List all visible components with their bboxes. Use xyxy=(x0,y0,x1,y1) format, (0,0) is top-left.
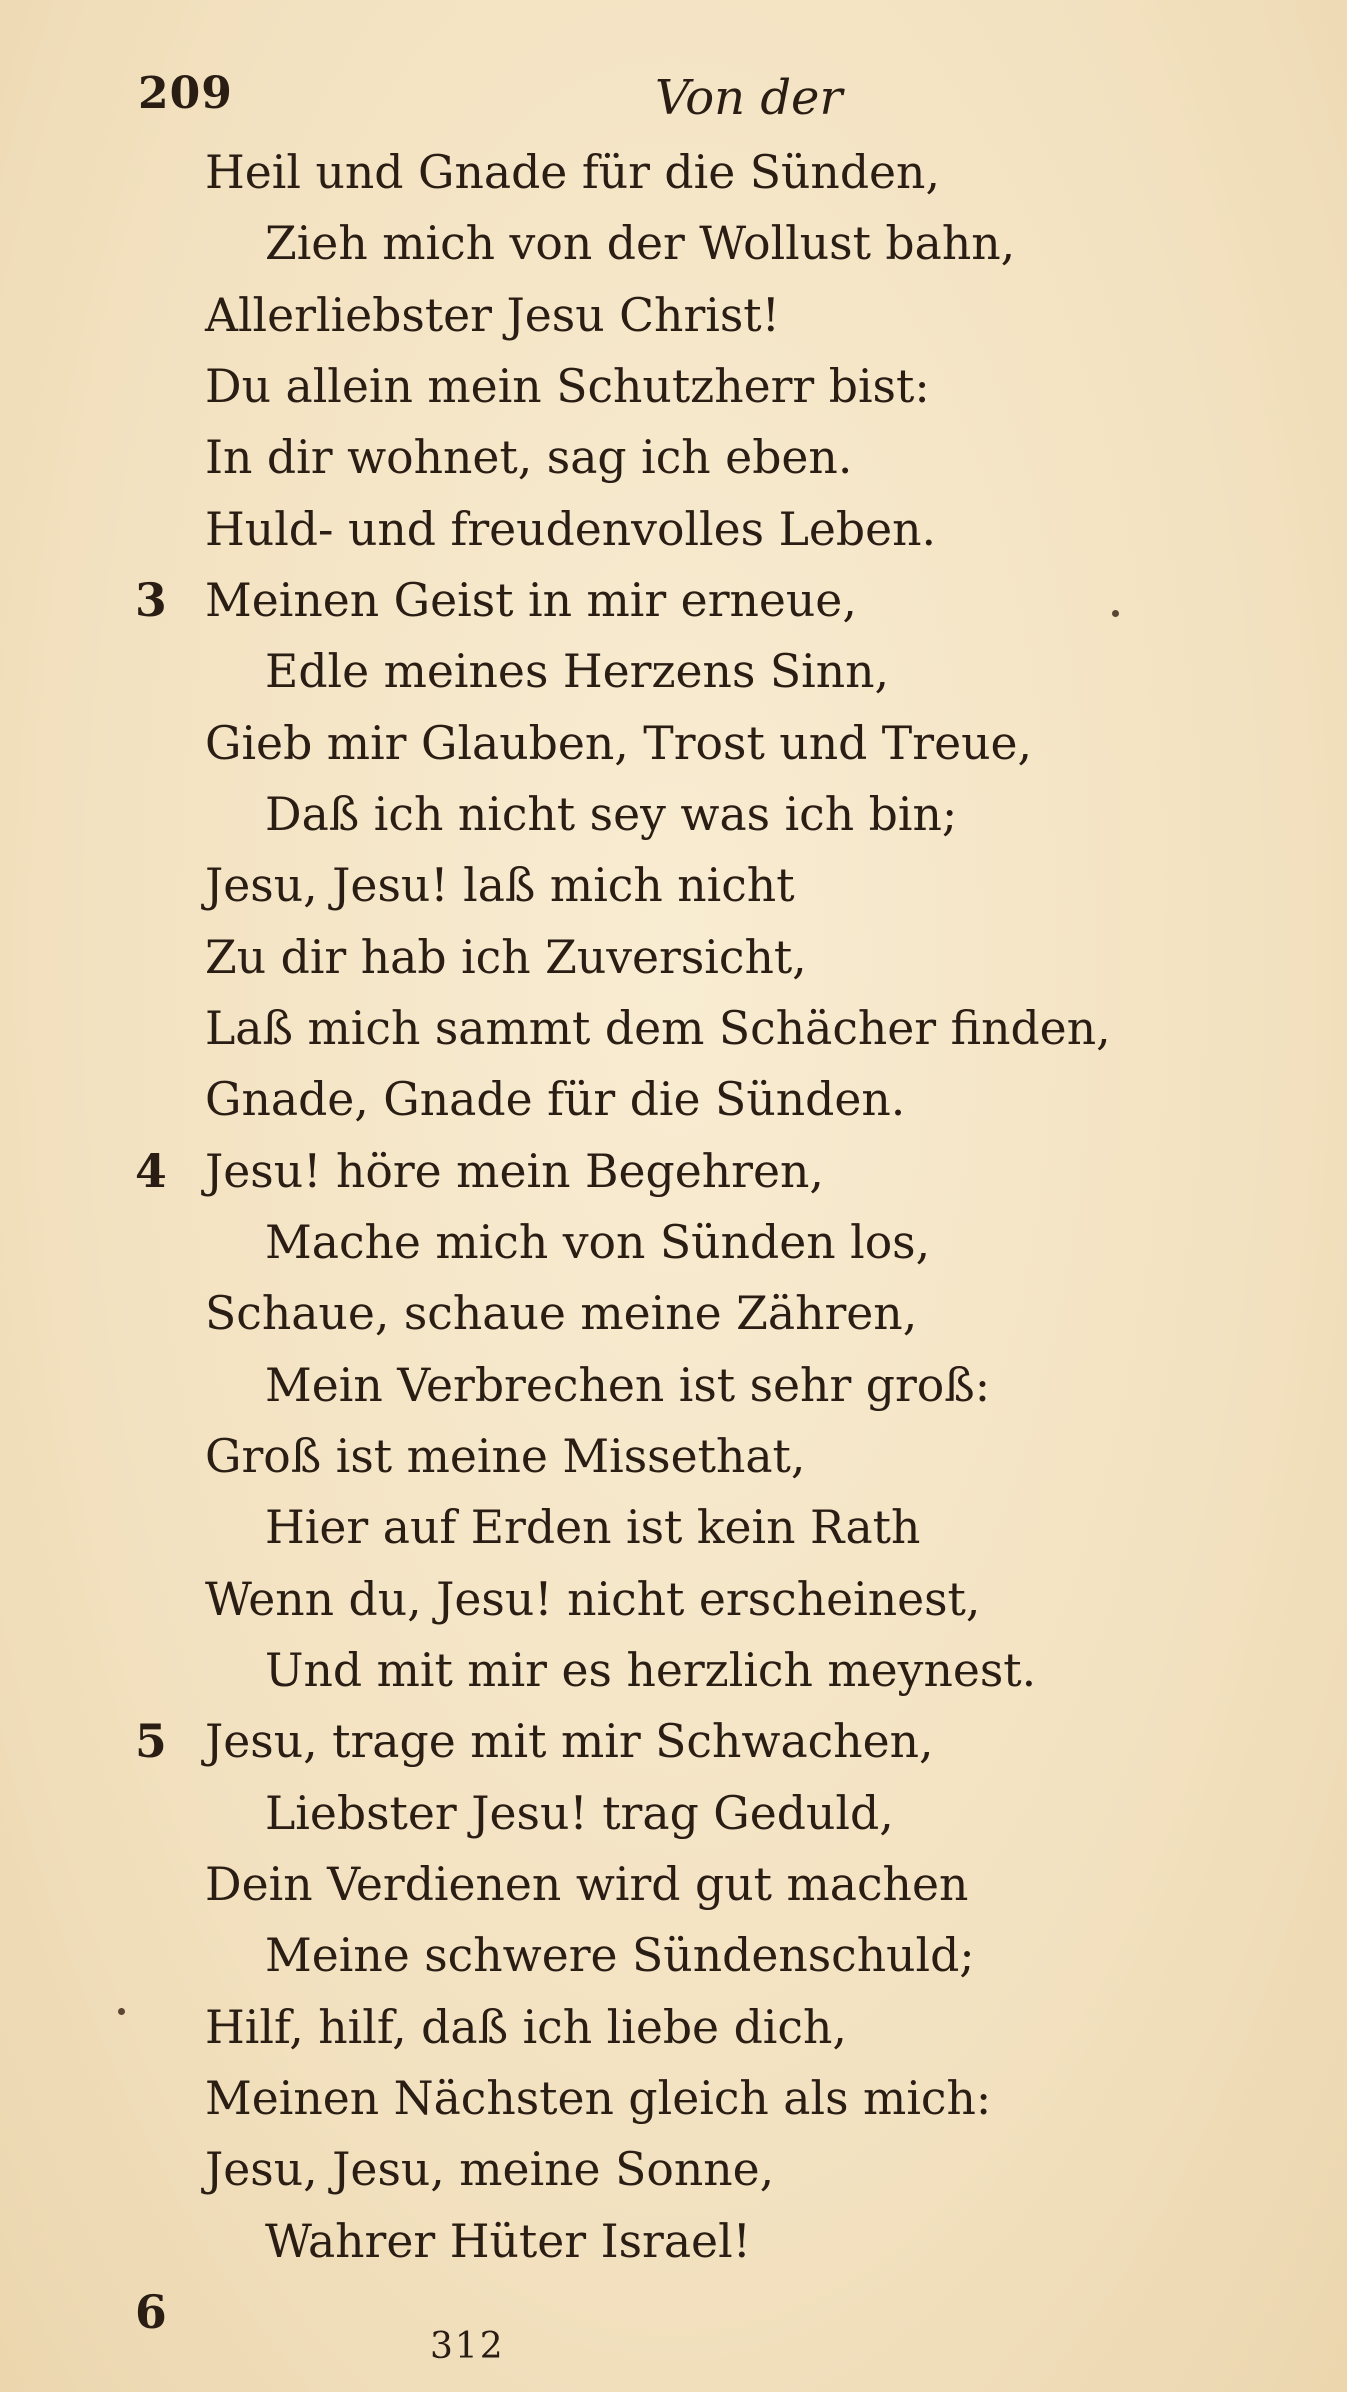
verse-line: Hilf, hilf, daß ich liebe dich, xyxy=(205,2000,847,2054)
verse-line: Jesu! höre mein Begehren, xyxy=(205,1144,824,1198)
verse-line: Heil und Gnade für die Sünden, xyxy=(205,146,940,199)
verse-line: Wenn du, Jesu! nicht erscheinest, xyxy=(205,1572,981,1626)
verse-line: Meine schwere Sündenschuld; xyxy=(265,1929,975,1983)
verse-line: Daß ich nicht sey was ich bin; xyxy=(265,788,958,841)
verse-line: Wahrer Hüter Israel! xyxy=(265,2214,752,2268)
signature-mark: 312 xyxy=(430,2326,505,2367)
running-head: Von der xyxy=(655,70,843,126)
ink-speck xyxy=(1112,610,1119,617)
verse-line: Liebster Jesu! trag Geduld, xyxy=(265,1786,894,1840)
verse-line: Laß mich sammt dem Schächer finden, xyxy=(205,1002,1111,1055)
verse-number: 4 xyxy=(135,1143,167,1198)
ink-speck xyxy=(118,2008,125,2015)
verse-line: Mache mich von Sünden los, xyxy=(265,1216,931,1269)
verse-line: Groß ist meine Missethat, xyxy=(205,1430,806,1483)
verse-line: Hier auf Erden ist kein Rath xyxy=(265,1501,921,1555)
verse-line: Mein Verbrechen ist sehr groß: xyxy=(265,1358,991,1412)
verse-line: In dir wohnet, sag ich eben. xyxy=(205,431,853,485)
verse-line: Meinen Geist in mir erneue, xyxy=(205,574,857,627)
verse-line: Und mit mir es herzlich meynest. xyxy=(265,1644,1037,1697)
verse-line: Gnade, Gnade für die Sünden. xyxy=(205,1073,906,1127)
verse-line: Edle meines Herzens Sinn, xyxy=(265,645,890,699)
verse-line: Allerliebster Jesu Christ! xyxy=(205,288,780,342)
page-number: 209 xyxy=(138,68,233,119)
verse-line: Schaue, schaue meine Zähren, xyxy=(205,1287,918,1341)
verse-line: Jesu, trage mit mir Schwachen, xyxy=(205,1715,934,1769)
verse-number: 6 xyxy=(135,2285,167,2339)
verse-line: Huld- und freudenvolles Leben. xyxy=(205,502,937,556)
verse-line: Dein Verdienen wird gut machen xyxy=(205,1858,969,1911)
verse-line: Zu dir hab ich Zuversicht, xyxy=(205,930,807,984)
verse-line: Jesu, Jesu! laß mich nicht xyxy=(205,859,795,913)
verse-line: Gieb mir Glauben, Trost und Treue, xyxy=(205,716,1032,770)
verse-line: Zieh mich von der Wollust bahn, xyxy=(265,217,1016,271)
verse-line: Jesu, Jesu, meine Sonne, xyxy=(205,2143,775,2197)
verse-number: 3 xyxy=(135,573,167,627)
verse-line: Du allein mein Schutzherr bist: xyxy=(205,360,930,413)
verse-line: Meinen Nächsten gleich als mich: xyxy=(205,2072,992,2125)
verse-number: 5 xyxy=(135,1714,167,1769)
